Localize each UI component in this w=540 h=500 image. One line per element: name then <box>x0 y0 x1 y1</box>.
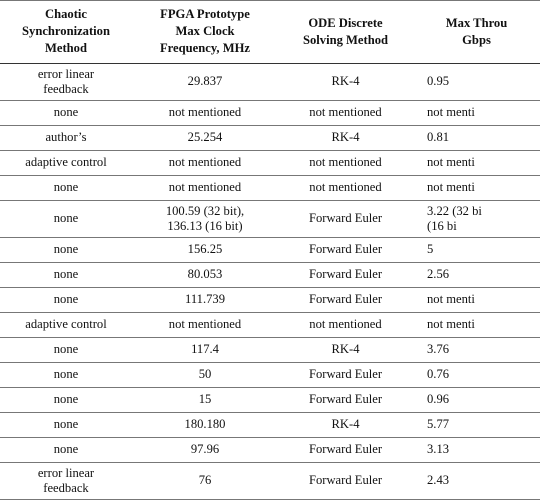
cell-max-throughput <box>413 64 540 101</box>
cell-line: not menti <box>427 180 475 195</box>
cell-line: none <box>53 242 79 257</box>
cell-line: not menti <box>427 105 475 120</box>
cell-max-clock-frequency <box>132 363 278 388</box>
cell-max-clock-frequency <box>132 126 278 151</box>
cell-line: none <box>53 367 79 382</box>
table-row <box>0 151 540 176</box>
cell-ode-solving-method: Forward Euler <box>278 263 413 288</box>
cell-ode-solving-method: not mentioned <box>278 151 413 176</box>
cell-line: 100.59 (32 bit), <box>165 203 245 218</box>
cell-line: 2.43 <box>427 473 450 488</box>
cell-sync-method <box>0 201 132 238</box>
cell-line: Max Clock <box>175 24 235 38</box>
cell-line: not menti <box>427 317 475 332</box>
cell-max-clock-frequency <box>132 101 278 126</box>
cell-sync-method <box>0 238 132 263</box>
table-row <box>0 288 540 313</box>
cell-max-throughput <box>413 201 540 238</box>
cell-sync-method <box>0 263 132 288</box>
cell-line: none <box>53 342 79 357</box>
cell-ode-solving-method: not mentioned <box>278 313 413 338</box>
cell-sync-method <box>0 151 132 176</box>
cell-line: error linear <box>37 66 95 81</box>
cell-line: 5.77 <box>427 417 450 432</box>
cell-ode-solving-method: RK-4 <box>278 126 413 151</box>
cell-max-clock-frequency <box>132 176 278 201</box>
cell-line: not menti <box>427 155 475 170</box>
cell-max-clock-frequency <box>132 438 278 463</box>
cell-line: 0.95 <box>427 74 450 89</box>
cell-max-throughput <box>413 388 540 413</box>
cell-line: not mentioned <box>168 155 242 170</box>
table-header <box>0 1 540 64</box>
cell-max-clock-frequency <box>132 388 278 413</box>
table-row <box>0 463 540 500</box>
table-row <box>0 388 540 413</box>
cell-max-throughput <box>413 438 540 463</box>
header-ode-solving-method <box>278 1 413 64</box>
cell-line: 0.81 <box>427 130 450 145</box>
header-row <box>0 1 540 64</box>
cell-sync-method <box>0 288 132 313</box>
cell-line: not menti <box>427 292 475 307</box>
cell-max-throughput <box>413 463 540 500</box>
cell-line: 76 <box>198 473 212 488</box>
cell-line: adaptive control <box>25 317 107 332</box>
cell-max-throughput <box>413 413 540 438</box>
cell-line: not mentioned <box>168 105 242 120</box>
cell-max-clock-frequency <box>132 201 278 238</box>
cell-line: 180.180 <box>184 417 226 432</box>
cell-max-clock-frequency <box>132 288 278 313</box>
cell-ode-solving-method: Forward Euler <box>278 463 413 500</box>
cell-line: feedback <box>43 82 89 96</box>
cell-line: ODE Discrete <box>308 15 383 30</box>
cell-max-throughput <box>413 126 540 151</box>
cell-line: Solving Method <box>302 32 389 47</box>
cell-line: none <box>53 442 79 457</box>
table-row <box>0 313 540 338</box>
cell-max-clock-frequency <box>132 413 278 438</box>
cell-line: 80.053 <box>187 267 223 282</box>
cell-line: adaptive control <box>25 155 107 170</box>
table-row <box>0 438 540 463</box>
cell-line: 3.22 (32 bi <box>427 203 482 218</box>
cell-max-throughput <box>413 313 540 338</box>
cell-max-clock-frequency <box>132 238 278 263</box>
cell-line: none <box>53 267 79 282</box>
cell-sync-method <box>0 438 132 463</box>
cell-max-throughput <box>413 101 540 126</box>
cell-line: 5 <box>427 242 434 257</box>
header-max-clock-frequency <box>132 1 278 64</box>
cell-line: Max Throu <box>445 15 508 30</box>
cell-line: 111.739 <box>185 292 225 307</box>
cell-ode-solving-method: Forward Euler <box>278 288 413 313</box>
cell-line: Synchronization <box>22 24 110 38</box>
cell-max-throughput <box>413 263 540 288</box>
cell-max-clock-frequency <box>132 64 278 101</box>
cell-line: 3.13 <box>427 442 450 457</box>
cell-ode-solving-method: Forward Euler <box>278 363 413 388</box>
cell-max-clock-frequency <box>132 463 278 500</box>
cell-sync-method <box>0 126 132 151</box>
cell-max-clock-frequency <box>132 151 278 176</box>
cell-line: 25.254 <box>187 130 223 145</box>
cell-line: 2.56 <box>427 267 450 282</box>
cell-max-clock-frequency <box>132 313 278 338</box>
table-row <box>0 238 540 263</box>
cell-ode-solving-method: Forward Euler <box>278 201 413 238</box>
cell-line: Method <box>45 41 87 55</box>
cell-line: 15 <box>198 392 212 407</box>
header-sync-method <box>0 1 132 64</box>
cell-ode-solving-method: Forward Euler <box>278 438 413 463</box>
cell-line: 29.837 <box>187 74 223 89</box>
cell-line: none <box>53 417 79 432</box>
cell-sync-method <box>0 363 132 388</box>
cell-sync-method <box>0 338 132 363</box>
cell-line: none <box>53 392 79 407</box>
cell-line: not mentioned <box>168 317 242 332</box>
cell-line: Frequency, MHz <box>159 41 250 55</box>
cell-line: none <box>53 292 79 307</box>
table-row <box>0 263 540 288</box>
cell-sync-method <box>0 64 132 101</box>
table-body <box>0 64 540 500</box>
cell-max-throughput <box>413 176 540 201</box>
cell-line: 50 <box>198 367 212 382</box>
table-row <box>0 176 540 201</box>
table-row <box>0 101 540 126</box>
cell-line: none <box>53 211 79 226</box>
cell-line: Gbps <box>462 32 491 47</box>
cell-max-throughput <box>413 288 540 313</box>
cell-max-throughput <box>413 363 540 388</box>
cell-line: FPGA Prototype <box>160 7 250 21</box>
cell-line: error linear <box>37 465 95 480</box>
cell-ode-solving-method: not mentioned <box>278 101 413 126</box>
cell-sync-method <box>0 176 132 201</box>
cell-ode-solving-method: RK-4 <box>278 413 413 438</box>
cell-line: not mentioned <box>168 180 242 195</box>
cell-line: none <box>53 105 79 120</box>
cell-line: 0.96 <box>427 392 450 407</box>
cell-sync-method <box>0 463 132 500</box>
cell-sync-method <box>0 388 132 413</box>
cell-max-clock-frequency <box>132 338 278 363</box>
table-row <box>0 413 540 438</box>
cell-line: author’s <box>45 130 87 145</box>
cell-line: 0.76 <box>427 367 450 382</box>
table-row <box>0 126 540 151</box>
cell-line: feedback <box>43 481 89 495</box>
cell-line: 136.13 (16 bit) <box>167 219 243 233</box>
table-row <box>0 64 540 101</box>
cell-ode-solving-method: Forward Euler <box>278 238 413 263</box>
cell-max-throughput <box>413 338 540 363</box>
cell-sync-method <box>0 413 132 438</box>
cell-line: (16 bi <box>427 219 457 233</box>
cell-ode-solving-method: RK-4 <box>278 64 413 101</box>
cell-line: 97.96 <box>190 442 220 457</box>
cell-ode-solving-method: Forward Euler <box>278 388 413 413</box>
table-row <box>0 201 540 238</box>
cell-max-clock-frequency <box>132 263 278 288</box>
cell-line: 156.25 <box>187 242 223 257</box>
cell-ode-solving-method: RK-4 <box>278 338 413 363</box>
header-max-throughput <box>413 1 540 64</box>
cell-line: Chaotic <box>45 7 87 21</box>
cell-max-throughput <box>413 151 540 176</box>
cell-line: none <box>53 180 79 195</box>
table-row <box>0 338 540 363</box>
table-row <box>0 363 540 388</box>
cell-sync-method <box>0 313 132 338</box>
cell-line: 3.76 <box>427 342 450 357</box>
cell-ode-solving-method: not mentioned <box>278 176 413 201</box>
cell-line: 117.4 <box>191 342 219 357</box>
cell-sync-method <box>0 101 132 126</box>
cell-max-throughput <box>413 238 540 263</box>
